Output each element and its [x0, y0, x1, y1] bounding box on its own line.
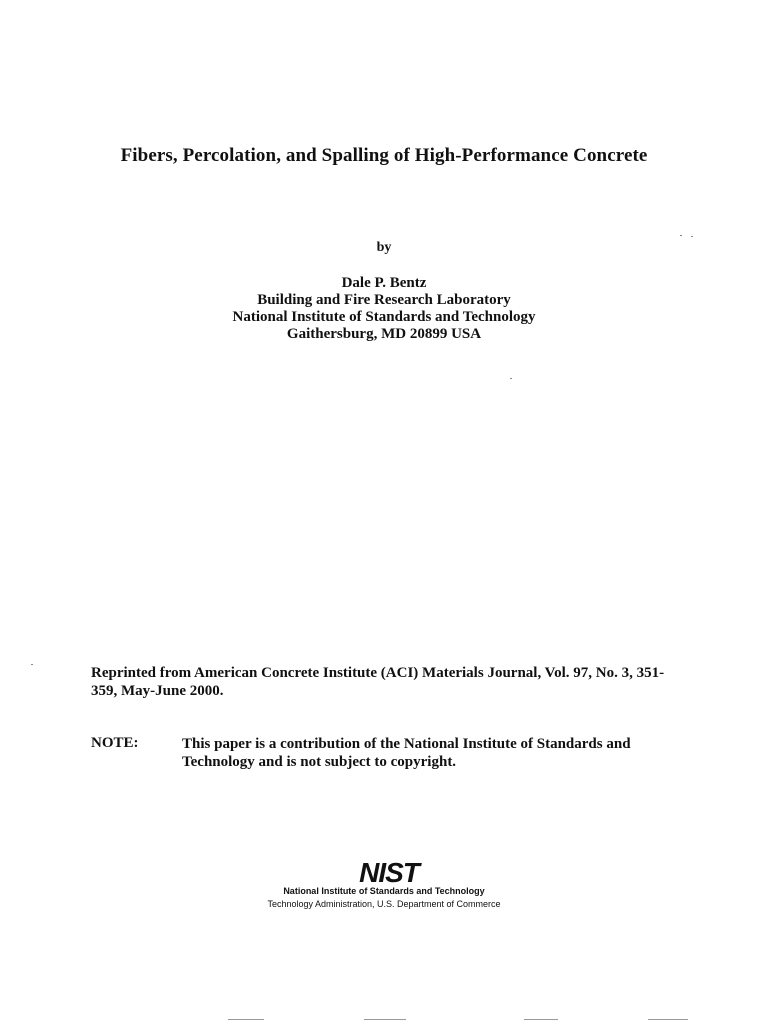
author-block	[0, 275, 768, 343]
scan-speck	[31, 664, 33, 665]
scan-speck	[510, 378, 512, 379]
scan-speck	[691, 236, 693, 237]
note-label: NOTE:	[91, 735, 139, 751]
byline: by	[376, 240, 392, 255]
nist-subtitle: Technology Administration, U.S. Department of Commerce	[267, 899, 501, 909]
author-institute: National Institute of Standards and Technology	[232, 309, 536, 325]
note-text: This paper is a contribution of the National Institute of Standards and Technology and is not subject to copyright.	[182, 736, 631, 770]
author-name: Dale P. Bentz	[341, 275, 427, 291]
author-lab: Building and Fire Research Laboratory	[257, 292, 511, 308]
nist-logo	[354, 858, 424, 886]
bottom-rule	[648, 1019, 688, 1020]
author-location: Gaithersburg, MD 20899 USA	[286, 326, 482, 342]
reprint-note: Reprinted from American Concrete Institute (ACI) Materials Journal, Vol. 97, No. 3, 351-359, May-June 2000.	[91, 665, 665, 699]
document-title: Fibers, Percolation, and Spalling of High-Performance Concrete	[120, 145, 648, 166]
nist-logo-text: NIST	[359, 858, 419, 886]
bottom-rule	[524, 1019, 558, 1020]
bottom-rule	[228, 1019, 264, 1020]
nist-full-name: National Institute of Standards and Technology	[283, 886, 485, 896]
bottom-rule	[364, 1019, 406, 1020]
scan-speck	[680, 235, 682, 236]
